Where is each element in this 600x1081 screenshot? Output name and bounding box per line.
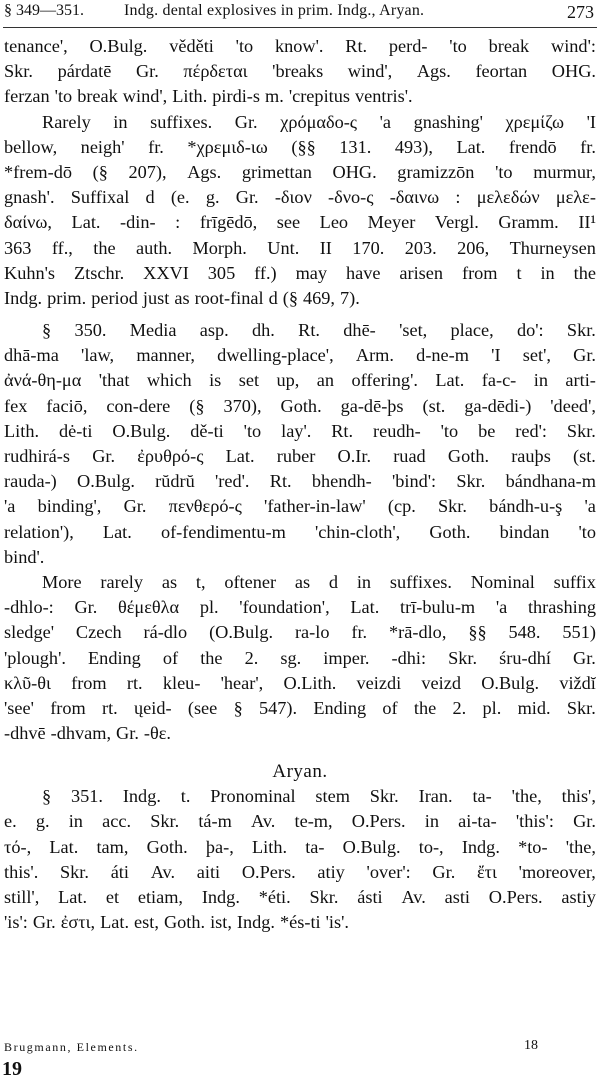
text-line: e. g. in acc. Skr. tá-m Av. te-m, O.Pers. in ai-ta- 'this': Gr. <box>4 811 596 832</box>
text-line: τό-, Lat. tam, Goth. þa-, Lith. ta- O.Bulg. to-, Indg. *to- 'the, <box>4 836 596 857</box>
folio: 19 <box>2 1058 22 1080</box>
text-line: 'plough'. Ending of the 2. sg. imper. -dhi: Skr. śru-dhí Gr. <box>4 647 596 668</box>
paragraph <box>4 784 596 935</box>
text-line: § 350. Media asp. dh. Rt. dhē- 'set, place, do': Skr. <box>42 320 596 341</box>
text-line: gnash'. Suffixal d (e. g. Gr. -διον -δνο-ς -δαινω : μελεδών μελε- <box>4 187 596 208</box>
section-heading: Aryan. <box>272 761 328 783</box>
paragraph <box>4 318 596 570</box>
header-rule <box>3 27 597 28</box>
text-line: Lith. dė-ti O.Bulg. dě-ti 'to lay'. Rt. reudh- 'to be red': Skr. <box>4 420 596 441</box>
text-line: More rarely as t, oftener as d in suffixes. Nominal suffix <box>42 571 596 592</box>
text-line: κλῦ-θι from rt. kleu- 'hear', O.Lith. veizdi veizd O.Bulg. viždĭ <box>4 672 596 693</box>
text-line: ἀνά-θη-μα 'that which is set up, an offering'. Lat. fa-c- in arti- <box>4 370 596 391</box>
text-line: sledge' Czech rá-dlo (O.Bulg. ra-lo fr. *rā-dlo, §§ 548. 551) <box>4 622 596 643</box>
page-body <box>4 34 596 935</box>
text-line: 'is': Gr. ἐστι, Lat. est, Goth. ist, Indg. *és-ti 'is'. <box>4 912 349 933</box>
text-line: 363 ff., the auth. Morph. Unt. II 170. 203. 206, Thurneysen <box>4 237 596 258</box>
text-line: -dhlo-: Gr. θέμεθλα pl. 'foundation', Lat. trī-bulu-m 'a thrashing <box>4 597 596 618</box>
text-line: dhā-ma 'law, manner, dwelling-place', Arm. d-ne-m 'I set', Gr. <box>4 345 596 366</box>
text-line: Kuhn's Ztschr. XXVI 305 ff.) may have arisen from t in the <box>4 262 596 283</box>
text-line: δαίνω, Lat. -din- : frīgēdō, see Leo Meyer Vergl. Gramm. II¹ <box>4 212 596 233</box>
text-line: relation'), Lat. of-fendimentu-m 'chin-cloth', Goth. bindan 'to <box>4 521 596 542</box>
text-line: Rarely in suffixes. Gr. χρόμαδο-ς 'a gnashing' χρεμίζω 'I <box>42 111 596 132</box>
text-line: 'a binding', Gr. πενθερό-ς 'father-in-law' (cp. Skr. bándh-u-ş 'a <box>4 496 596 517</box>
text-line: bind'. <box>4 546 45 567</box>
section-range: § 349—351. <box>4 2 84 19</box>
text-line: 'see' from rt. ųeid- (see § 547). Ending of the 2. pl. mid. Skr. <box>4 697 596 718</box>
running-title: Indg. dental explosives in prim. Indg., Aryan. <box>124 2 425 19</box>
paragraph <box>4 34 596 110</box>
text-line: tenance', O.Bulg. věděti 'to know'. Rt. perd- 'to break wind': <box>4 36 596 56</box>
text-line: rauda-) O.Bulg. rŭdrŭ 'red'. Rt. bhendh- 'bind': Skr. bándhana-m <box>4 471 596 492</box>
signature: Brugmann, Elements. <box>4 1040 139 1054</box>
text-line: rudhirá-s Gr. ἐρυθρό-ς Lat. ruber O.Ir. ruad Goth. rauþs (st. <box>4 446 596 466</box>
signature-mark: 18 <box>524 1038 538 1053</box>
text-line: Indg. prim. period just as root-final d (§ 469, 7). <box>4 287 360 308</box>
paragraph <box>4 570 596 746</box>
paragraph <box>4 110 596 312</box>
running-head <box>4 2 596 26</box>
text-line: bellow, neigh' fr. *χρεμιδ-ιω (§§ 131. 493), Lat. frendō fr. <box>4 136 596 157</box>
signature-line <box>4 1040 596 1058</box>
page-number: 273 <box>567 2 594 22</box>
text-line: *frem-dō (§ 207), Ags. grimettan OHG. gramizzōn 'to murmur, <box>4 161 596 182</box>
text-line: Skr. párdatē Gr. πέρδεται 'breaks wind', Ags. feortan OHG. <box>4 61 596 82</box>
text-line: § 351. Indg. t. Pronominal stem Skr. Iran. ta- 'the, this', <box>42 786 596 807</box>
text-line: ferzan 'to break wind', Lith. pirdi-s m. 'crepitus ventris'. <box>4 86 413 107</box>
text-line: fex faciō, con-dere (§ 370), Goth. ga-dē-þs (st. ga-dēdi-) 'deed', <box>4 395 596 416</box>
text-line: this'. Skr. áti Av. aiti O.Pers. atiy 'over': Gr. ἔτι 'moreover, <box>4 861 596 882</box>
text-line: still', Lat. et etiam, Indg. *éti. Skr. ásti Av. asti O.Pers. astiy <box>4 887 596 907</box>
text-line: -dhvē -dhvam, Gr. -θε. <box>4 723 171 744</box>
